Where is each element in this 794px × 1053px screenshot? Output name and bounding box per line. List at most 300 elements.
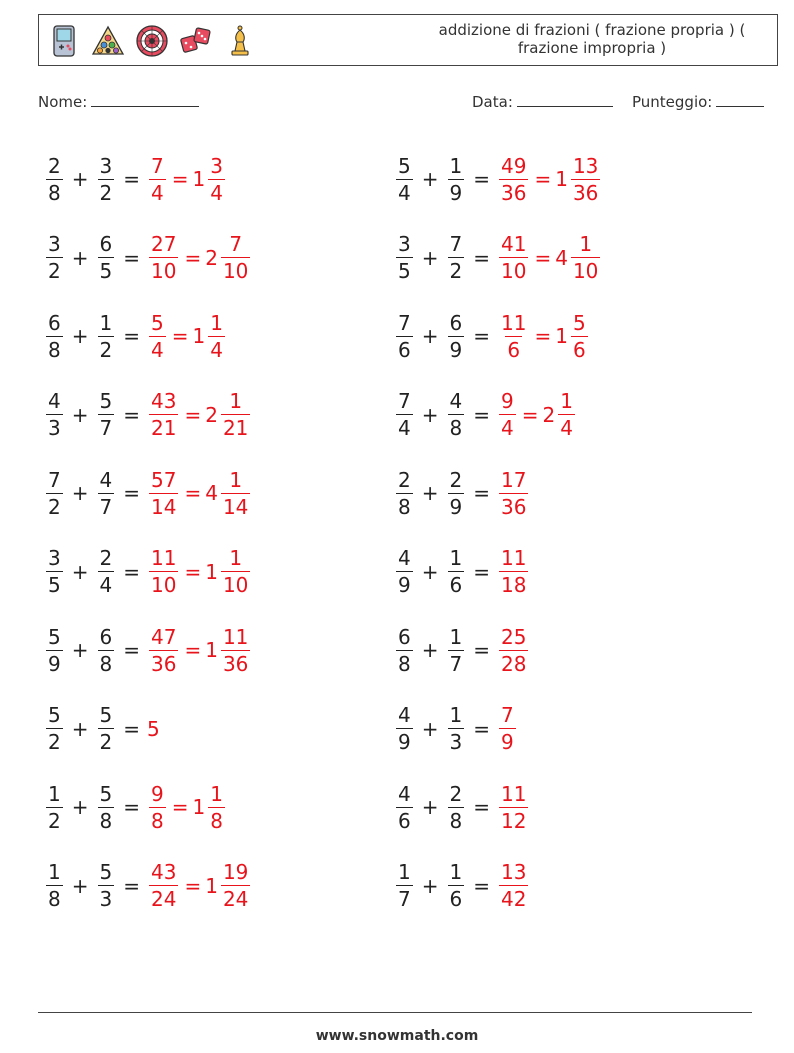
equals-sign: = xyxy=(184,559,202,584)
numerator: 4 xyxy=(48,389,61,414)
problem-row xyxy=(394,376,602,455)
name-label: Nome: xyxy=(38,93,88,111)
mixed-whole: 2 xyxy=(542,402,556,427)
equals-sign: = xyxy=(473,324,490,349)
numerator: 7 xyxy=(398,389,411,414)
problem-row xyxy=(394,297,602,376)
numerator: 5 xyxy=(99,389,113,414)
denominator: 10 xyxy=(572,259,599,284)
mixed-whole: 1 xyxy=(192,167,206,192)
answer-fraction xyxy=(149,624,178,676)
denominator: 8 xyxy=(48,887,61,912)
numerator: 5 xyxy=(99,781,113,806)
mixed-fraction xyxy=(558,389,575,441)
numerator: 3 xyxy=(48,232,61,257)
denominator: 36 xyxy=(222,651,249,676)
addend-fraction xyxy=(448,546,465,598)
mixed-whole: 1 xyxy=(205,638,218,663)
equals-sign: = xyxy=(123,481,140,506)
problem-row xyxy=(44,297,252,376)
addend-fraction xyxy=(98,703,115,755)
denominator: 8 xyxy=(151,808,164,833)
numerator: 7 xyxy=(398,310,411,335)
problem-row xyxy=(394,768,602,847)
equals-sign: = xyxy=(184,245,202,270)
numerator: 7 xyxy=(501,703,514,728)
plus-sign: + xyxy=(421,873,439,898)
denominator: 10 xyxy=(222,259,249,284)
answer-fraction xyxy=(499,310,528,362)
worksheet-title: addizione di frazioni ( frazione propria ) ( frazione impropria ) xyxy=(438,21,746,57)
header-icons xyxy=(47,21,257,61)
equals-sign: = xyxy=(473,716,490,741)
problem-row xyxy=(394,454,602,533)
equals-sign: = xyxy=(123,167,140,192)
denominator: 18 xyxy=(501,573,527,598)
numerator: 1 xyxy=(99,310,113,335)
plus-sign: + xyxy=(71,481,89,506)
footer-url: www.snowmath.com xyxy=(315,1028,479,1044)
denominator: 8 xyxy=(398,651,411,676)
problem-row xyxy=(44,611,252,690)
denominator: 9 xyxy=(48,651,61,676)
answer-fraction xyxy=(499,389,516,441)
numerator: 4 xyxy=(398,703,411,728)
numerator: 13 xyxy=(572,153,599,178)
plus-sign: + xyxy=(421,559,439,584)
numerator: 25 xyxy=(501,624,527,649)
mixed-whole: 2 xyxy=(205,245,218,270)
mixed-whole: 1 xyxy=(555,324,568,349)
denominator: 4 xyxy=(210,337,223,362)
problem-row xyxy=(394,611,602,690)
problem-row xyxy=(394,533,602,612)
mixed-whole: 1 xyxy=(555,167,568,192)
numerator: 1 xyxy=(449,546,463,571)
numerator: 1 xyxy=(229,467,243,492)
numerator: 7 xyxy=(48,467,61,492)
problem-row xyxy=(44,768,252,847)
numerator: 7 xyxy=(229,232,243,257)
denominator: 6 xyxy=(449,573,463,598)
addend-fraction xyxy=(98,153,115,205)
denominator: 3 xyxy=(99,887,113,912)
equals-sign: = xyxy=(123,716,140,741)
score-label: Punteggio: xyxy=(632,93,713,111)
numerator: 11 xyxy=(501,310,527,335)
denominator: 6 xyxy=(398,337,411,362)
plus-sign: + xyxy=(71,638,89,663)
numerator: 5 xyxy=(572,310,586,335)
dice-icon xyxy=(179,24,213,58)
denominator: 36 xyxy=(151,651,177,676)
numerator: 9 xyxy=(151,781,164,806)
numerator: 3 xyxy=(210,153,223,178)
addend-fraction xyxy=(448,703,465,755)
numerator: 1 xyxy=(48,860,61,885)
numerator: 2 xyxy=(449,781,463,806)
addend-fraction xyxy=(448,389,465,441)
denominator: 4 xyxy=(398,180,411,205)
denominator: 6 xyxy=(398,808,411,833)
equals-sign: = xyxy=(171,167,189,192)
answer-fraction xyxy=(499,467,528,519)
denominator: 4 xyxy=(151,180,164,205)
addend-fraction xyxy=(98,781,115,833)
mixed-fraction xyxy=(221,467,250,519)
addend-fraction xyxy=(396,860,413,912)
date-label: Data: xyxy=(472,93,513,111)
numerator: 1 xyxy=(449,153,463,178)
plus-sign: + xyxy=(71,716,89,741)
numerator: 19 xyxy=(222,860,249,885)
equals-sign: = xyxy=(123,559,140,584)
numerator: 7 xyxy=(151,153,164,178)
equals-sign: = xyxy=(184,481,202,506)
numerator: 1 xyxy=(210,781,223,806)
problems-right-column xyxy=(394,140,602,925)
numerator: 13 xyxy=(501,860,527,885)
mixed-fraction xyxy=(208,781,225,833)
denominator: 24 xyxy=(222,887,249,912)
denominator: 8 xyxy=(48,180,61,205)
equals-sign: = xyxy=(184,873,202,898)
plus-sign: + xyxy=(421,167,439,192)
plus-sign: + xyxy=(71,402,89,427)
numerator: 2 xyxy=(449,467,463,492)
addend-fraction xyxy=(396,624,413,676)
problem-row xyxy=(394,140,602,219)
plus-sign: + xyxy=(71,873,89,898)
equals-sign: = xyxy=(184,402,202,427)
numerator: 43 xyxy=(151,389,177,414)
equals-sign: = xyxy=(123,873,140,898)
denominator: 2 xyxy=(99,180,113,205)
mixed-whole: 1 xyxy=(205,559,218,584)
answer-fraction xyxy=(149,153,166,205)
numerator: 41 xyxy=(501,232,527,257)
denominator: 36 xyxy=(501,494,527,519)
numerator: 1 xyxy=(560,389,573,414)
mixed-fraction xyxy=(221,546,250,598)
denominator: 9 xyxy=(449,494,463,519)
problem-row xyxy=(44,140,252,219)
answer-fraction xyxy=(149,389,178,441)
addend-fraction xyxy=(98,860,115,912)
plus-sign: + xyxy=(421,481,439,506)
addend-fraction xyxy=(46,546,63,598)
date-blank xyxy=(517,92,613,107)
denominator: 10 xyxy=(151,573,177,598)
mixed-fraction xyxy=(221,624,250,676)
answer-fraction xyxy=(499,781,528,833)
denominator: 7 xyxy=(398,887,411,912)
numerator: 11 xyxy=(151,546,177,571)
numerator: 17 xyxy=(501,467,527,492)
plus-sign: + xyxy=(421,245,439,270)
equals-sign: = xyxy=(123,245,140,270)
addend-fraction xyxy=(396,310,413,362)
mixed-whole: 1 xyxy=(192,795,206,820)
mixed-whole: 4 xyxy=(205,481,218,506)
numerator: 4 xyxy=(398,781,411,806)
equals-sign: = xyxy=(123,638,140,663)
addend-fraction xyxy=(448,467,465,519)
equals-sign: = xyxy=(473,481,490,506)
answer-whole: 5 xyxy=(147,716,160,741)
problem-row xyxy=(44,847,252,926)
equals-sign: = xyxy=(473,402,490,427)
mixed-fraction xyxy=(221,232,250,284)
problem-row xyxy=(394,690,602,769)
score-field xyxy=(632,92,764,111)
equals-sign: = xyxy=(473,638,490,663)
answer-fraction xyxy=(149,781,166,833)
denominator: 2 xyxy=(48,730,61,755)
equals-sign: = xyxy=(473,873,490,898)
answer-fraction xyxy=(149,232,178,284)
problem-row xyxy=(44,219,252,298)
denominator: 36 xyxy=(572,180,599,205)
addend-fraction xyxy=(98,310,115,362)
plus-sign: + xyxy=(421,324,439,349)
numerator: 11 xyxy=(501,781,527,806)
date-field xyxy=(472,92,613,111)
mixed-fraction xyxy=(221,389,250,441)
problem-row xyxy=(394,219,602,298)
denominator: 3 xyxy=(449,730,463,755)
mixed-fraction xyxy=(571,153,600,205)
addend-fraction xyxy=(396,153,413,205)
answer-fraction xyxy=(499,624,528,676)
mixed-fraction xyxy=(208,310,225,362)
denominator: 4 xyxy=(501,416,514,441)
numerator: 43 xyxy=(151,860,177,885)
plus-sign: + xyxy=(71,167,89,192)
addend-fraction xyxy=(396,703,413,755)
denominator: 8 xyxy=(398,494,411,519)
numerator: 4 xyxy=(99,467,113,492)
mixed-whole: 4 xyxy=(555,245,568,270)
addend-fraction xyxy=(396,467,413,519)
numerator: 6 xyxy=(48,310,61,335)
mixed-whole: 2 xyxy=(205,402,218,427)
equals-sign: = xyxy=(521,402,539,427)
numerator: 2 xyxy=(48,153,61,178)
mixed-fraction xyxy=(571,310,588,362)
numerator: 2 xyxy=(398,467,411,492)
denominator: 9 xyxy=(449,180,463,205)
numerator: 1 xyxy=(229,546,243,571)
chess-bishop-icon xyxy=(223,24,257,58)
denominator: 9 xyxy=(449,337,463,362)
denominator: 42 xyxy=(501,887,527,912)
denominator: 7 xyxy=(449,651,463,676)
addend-fraction xyxy=(46,232,63,284)
mixed-fraction xyxy=(208,153,225,205)
denominator: 2 xyxy=(99,337,113,362)
plus-sign: + xyxy=(71,795,89,820)
denominator: 5 xyxy=(99,259,113,284)
addend-fraction xyxy=(98,624,115,676)
answer-fraction xyxy=(149,860,178,912)
denominator: 3 xyxy=(48,416,61,441)
numerator: 49 xyxy=(501,153,527,178)
equals-sign: = xyxy=(534,245,552,270)
addend-fraction xyxy=(46,153,63,205)
problem-row xyxy=(44,454,252,533)
equals-sign: = xyxy=(473,167,490,192)
numerator: 1 xyxy=(48,781,61,806)
addend-fraction xyxy=(98,232,115,284)
numerator: 1 xyxy=(398,860,411,885)
addend-fraction xyxy=(46,467,63,519)
denominator: 28 xyxy=(501,651,527,676)
denominator: 14 xyxy=(222,494,249,519)
addend-fraction xyxy=(396,546,413,598)
addend-fraction xyxy=(46,310,63,362)
addend-fraction xyxy=(46,624,63,676)
numerator: 57 xyxy=(151,467,177,492)
denominator: 6 xyxy=(449,887,463,912)
denominator: 21 xyxy=(151,416,177,441)
addend-fraction xyxy=(396,389,413,441)
numerator: 5 xyxy=(48,624,61,649)
numerator: 3 xyxy=(398,232,411,257)
gameboy-icon xyxy=(47,24,81,58)
numerator: 7 xyxy=(449,232,463,257)
answer-fraction xyxy=(499,860,528,912)
denominator: 5 xyxy=(48,573,61,598)
denominator: 8 xyxy=(48,337,61,362)
numerator: 1 xyxy=(579,232,593,257)
denominator: 4 xyxy=(151,337,164,362)
billiard-balls-icon xyxy=(91,24,125,58)
numerator: 5 xyxy=(99,703,113,728)
numerator: 27 xyxy=(151,232,177,257)
denominator: 4 xyxy=(398,416,411,441)
numerator: 1 xyxy=(449,624,463,649)
equals-sign: = xyxy=(534,324,552,349)
numerator: 6 xyxy=(99,232,113,257)
mixed-whole: 1 xyxy=(205,873,218,898)
numerator: 11 xyxy=(501,546,527,571)
denominator: 6 xyxy=(507,337,521,362)
denominator: 4 xyxy=(210,180,223,205)
denominator: 8 xyxy=(99,808,113,833)
denominator: 24 xyxy=(151,887,177,912)
problem-row xyxy=(394,847,602,926)
numerator: 4 xyxy=(398,546,411,571)
addend-fraction xyxy=(448,232,465,284)
addend-fraction xyxy=(46,860,63,912)
mixed-fraction xyxy=(221,860,250,912)
denominator: 2 xyxy=(449,259,463,284)
addend-fraction xyxy=(46,389,63,441)
equals-sign: = xyxy=(473,245,490,270)
denominator: 10 xyxy=(151,259,177,284)
header-box xyxy=(38,14,778,66)
denominator: 4 xyxy=(560,416,573,441)
numerator: 2 xyxy=(99,546,113,571)
plus-sign: + xyxy=(421,716,439,741)
denominator: 2 xyxy=(48,259,61,284)
answer-fraction xyxy=(149,467,178,519)
numerator: 5 xyxy=(99,860,113,885)
addend-fraction xyxy=(46,703,63,755)
denominator: 5 xyxy=(398,259,411,284)
addend-fraction xyxy=(98,546,115,598)
numerator: 9 xyxy=(501,389,514,414)
addend-fraction xyxy=(396,781,413,833)
denominator: 8 xyxy=(210,808,223,833)
answer-fraction xyxy=(149,310,166,362)
name-blank xyxy=(91,92,199,107)
answer-fraction xyxy=(499,153,528,205)
equals-sign: = xyxy=(123,402,140,427)
denominator: 12 xyxy=(501,808,527,833)
plus-sign: + xyxy=(421,638,439,663)
denominator: 8 xyxy=(99,651,113,676)
problem-row xyxy=(44,376,252,455)
denominator: 7 xyxy=(99,416,113,441)
denominator: 10 xyxy=(222,573,249,598)
plus-sign: + xyxy=(421,795,439,820)
numerator: 5 xyxy=(48,703,61,728)
addend-fraction xyxy=(448,624,465,676)
answer-fraction xyxy=(499,232,528,284)
equals-sign: = xyxy=(473,795,490,820)
mixed-fraction xyxy=(571,232,600,284)
denominator: 8 xyxy=(449,416,463,441)
numerator: 47 xyxy=(151,624,177,649)
answer-fraction xyxy=(499,546,528,598)
addend-fraction xyxy=(448,781,465,833)
addend-fraction xyxy=(396,232,413,284)
problem-row xyxy=(44,533,252,612)
name-field xyxy=(38,92,199,111)
numerator: 3 xyxy=(99,153,113,178)
equals-sign: = xyxy=(123,795,140,820)
footer-divider xyxy=(38,1012,752,1013)
addend-fraction xyxy=(98,389,115,441)
plus-sign: + xyxy=(71,559,89,584)
denominator: 21 xyxy=(222,416,249,441)
equals-sign: = xyxy=(123,324,140,349)
numerator: 1 xyxy=(210,310,223,335)
equals-sign: = xyxy=(184,638,202,663)
numerator: 1 xyxy=(449,860,463,885)
denominator: 8 xyxy=(449,808,463,833)
denominator: 7 xyxy=(99,494,113,519)
numerator: 5 xyxy=(151,310,164,335)
denominator: 36 xyxy=(501,180,527,205)
denominator: 2 xyxy=(48,808,61,833)
answer-fraction xyxy=(499,703,516,755)
denominator: 4 xyxy=(99,573,113,598)
equals-sign: = xyxy=(473,559,490,584)
addend-fraction xyxy=(98,467,115,519)
denominator: 6 xyxy=(572,337,586,362)
addend-fraction xyxy=(46,781,63,833)
problem-row xyxy=(44,690,252,769)
equals-sign: = xyxy=(534,167,552,192)
equals-sign: = xyxy=(171,324,189,349)
denominator: 9 xyxy=(501,730,514,755)
numerator: 3 xyxy=(48,546,61,571)
dartboard-icon xyxy=(135,24,169,58)
numerator: 6 xyxy=(99,624,113,649)
